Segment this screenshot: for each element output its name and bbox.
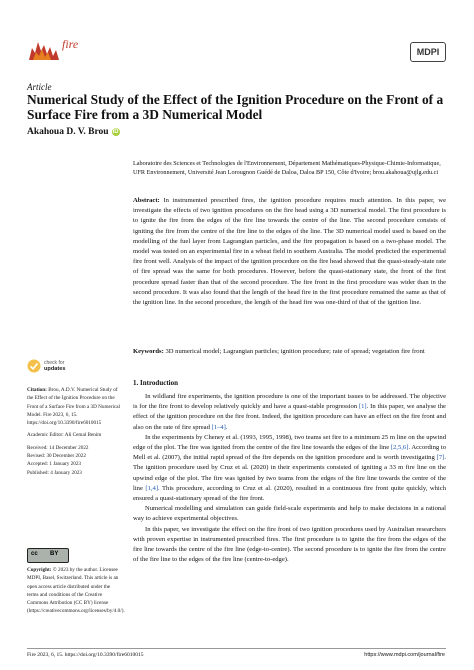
academic-editor: Academic Editor: Ali Cemal Benim (27, 432, 102, 439)
cc-icon: cc (31, 551, 38, 557)
copyright-text (27, 566, 125, 616)
received-date: Received: 14 December 2022 (27, 444, 89, 451)
abstract (133, 196, 446, 308)
author-name: Akahoua D. V. Brou (27, 127, 109, 137)
keywords-text: 3D numerical model; Lagrangian particles; ignition procedure; rate of spread; vegetation fire front (165, 348, 425, 355)
copyright-label: Copyright: (27, 567, 52, 573)
orcid-icon[interactable]: iD (112, 128, 119, 135)
footer-journal-link[interactable]: https://www.mdpi.com/journal/fire (364, 652, 445, 658)
article-title: Numerical Study of the Effect of the Ignition Procedure on the Front of a Surface Fire from a 3D Numerical Model (27, 92, 444, 122)
text-run: . In this paper, we analyse the effect of the ignition procedure on the fire front. Indeed, the ignition procedure can have an effect on the fire front and also on the rate of fire spread (133, 403, 446, 431)
check-top: check for (44, 360, 65, 366)
accepted-date: Accepted: 1 January 2023 (27, 461, 82, 468)
check-updates-label (44, 360, 65, 372)
citation-link[interactable]: [2,5,6] (390, 444, 409, 452)
keywords (133, 347, 446, 357)
keywords-label: Keywords: (133, 348, 164, 355)
check-bottom: updates (44, 366, 66, 372)
citation-label: Citation: (27, 387, 47, 393)
copyright-body: © 2023 by the author. Licensee MDPI, Basel, Switzerland. This article is an open access article distributed under the terms and conditions of the Creative Commons Attribution (CC BY) license (https://creativecommons.org/licenses/by/4.0/). (27, 567, 125, 615)
published-date: Published: 4 January 2023 (27, 469, 82, 476)
section-heading: 1. Introduction (133, 379, 178, 387)
paragraph (133, 392, 446, 433)
citation-link[interactable]: [7] (436, 454, 445, 462)
revised-date: Revised: 30 December 2022 (27, 453, 86, 460)
copyright-block (27, 566, 125, 620)
author-line (27, 127, 120, 137)
mdpi-logo[interactable]: MDPI (410, 42, 446, 62)
abstract-label: Abstract: (133, 197, 160, 204)
by-icon: BY (50, 551, 59, 557)
cc-by-license-icon[interactable] (27, 548, 69, 563)
citation-link[interactable]: [1,4] (145, 484, 159, 492)
text-run: In wildland fire experiments, the ignition procedure is one of the important issues to be addressed. The objective is for the fire front to develop relatively quickly and have a quasi-stable progression (133, 393, 446, 411)
paragraph: In this paper, we investigate the effect on the fire front of two ignition procedures used by Australian researchers with proven expertise in instrumented prescribed fires. The first procedure is to ignite the fire from the edges of the fire line towards the centre of the fire line (edge-to-centre). The second procedure is to ignite the fire from the centre of the fire line to the edges of the fire line (centre-to-edge). (133, 525, 446, 564)
paragraph (133, 433, 446, 504)
sidebar-info (27, 386, 122, 481)
check-for-updates[interactable] (27, 357, 122, 379)
check-updates-icon (27, 359, 41, 373)
text-run: In the experiments by Cheney et al. (1993, 1995, 1998), two teams set fire to a minimum 25 m line on the upwind edge of the plot. The fire was ignited from the centre of the fire line towards the edges of the line (133, 433, 446, 452)
text-run: . According to Mell et al. (2007), the initial rapid spread of the fire depends on the ignition procedure and is worth investigating (133, 444, 446, 462)
citation-link[interactable]: [1] (358, 403, 367, 411)
text-run: . (225, 423, 228, 431)
footer-rule (27, 648, 446, 649)
paragraph: Numerical modelling and simulation can guide field-scale experiments and help to make decisions in a rational way to achieve experimental objectives. (133, 505, 446, 523)
citation-block (27, 386, 122, 427)
article-type: Article (27, 82, 52, 92)
section-body (133, 392, 446, 565)
footer-citation: Fire 2023, 6, 15. https://doi.org/10.3390/fire6010015 (27, 652, 144, 658)
affiliation: Laboratoire des Sciences et Technologies de l'Environnement, Département Mathématiques-Physique-Chimie-Informatique, UFR Environnement, Université Jean Lorougnon Guédé de Daloa, Daloa BP 150, Côte d'Ivoire; brou.akahoua@ujlg.edu.ci (133, 160, 441, 176)
text-run: . This procedure, according to Cruz et al. (2020), resulted in a continuous fire front quite quickly, which ensured a quasi-stationary spread of the fire front. (133, 484, 446, 503)
text-run: . The ignition procedure used by Cruz et al. (2020) in their experiments consisted of igniting a 33 m fire line on the upwind edge of the plot. The fire was ignited by two teams from the edges of the fire line towards the centre of the line (133, 454, 446, 492)
abstract-text: In instrumented prescribed fires, the ignition procedure requires much attention. In this paper, we investigate the effects of two ignition procedures on the fire head using a 3D numerical model. The first procedure is to ignite the fire from the edges of the fire line towards the centre of the line. The second procedure consists of igniting the fire from the centre of the fire line to the edges of the line. The 3D numerical model used is based on the modelling of the fuel layer from Lagrangian particles, and the fire propagation is based on a two-phase model. The model was tested on an experimental fire in a wheat field in southern Australia. The model predicted the experimental fire front well. Analysis of the impact of the ignition procedure on the fire head showed that the quasi-steady-state rate of fire spread was the same for both procedures. However, before the quasi-stationary state, the front of the first procedure spread faster than that of the second procedure. The fire front in the first procedure was wider than in the second procedure. It was also found that the length of the head fire in the first procedure remained the same as that of the ignition line. In the second procedure, the length of the head fire was one-third of that of the ignition line. (133, 197, 446, 307)
journal-name: fire (62, 37, 79, 51)
citation-text: Brou, A.D.V. Numerical Study of the Effect of the Ignition Procedure on the Front of a Surface Fire from a 3D Numerical Model. Fire 2023, 6, 15. https://doi.org/10.3390/fire6010015 (27, 387, 121, 427)
citation-link[interactable]: [1–4] (211, 423, 226, 431)
fire-logo-icon (27, 38, 61, 62)
